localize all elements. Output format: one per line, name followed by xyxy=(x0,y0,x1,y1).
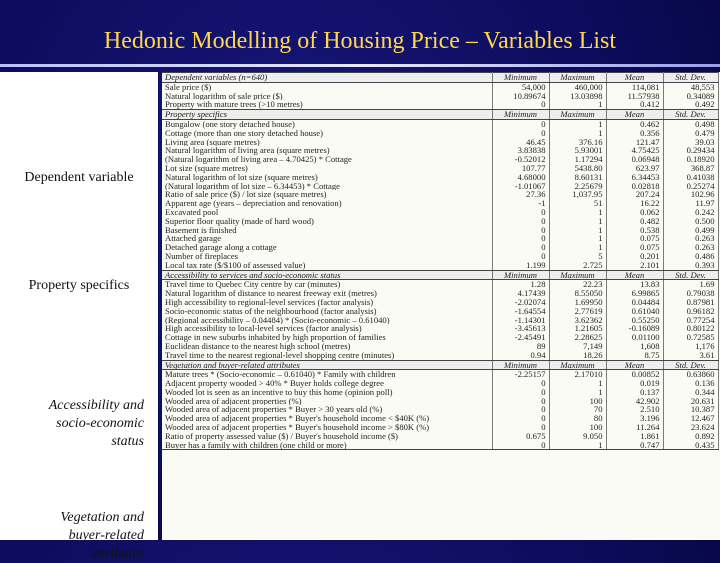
minimum-value: 89 xyxy=(492,342,549,351)
variable-name: Property with mature trees (>10 metres) xyxy=(162,100,492,109)
std-dev-value: 0.80122 xyxy=(663,324,718,333)
std-dev-value: 0.479 xyxy=(663,129,718,138)
mean-value: 0.02818 xyxy=(606,182,663,191)
std-dev-value: 11.97 xyxy=(663,199,718,208)
table-row xyxy=(162,173,718,182)
minimum-value: -1.64554 xyxy=(492,307,549,316)
maximum-value: 51 xyxy=(549,199,606,208)
maximum-value: 1 xyxy=(549,208,606,217)
variable-name: Attached garage xyxy=(162,234,492,243)
std-dev-value: 12.467 xyxy=(663,414,718,423)
section-header: Accessibility to services and socio-economic status xyxy=(162,270,492,280)
table-row xyxy=(162,261,718,270)
maximum-value: 1 xyxy=(549,441,606,450)
maximum-value: 5.93001 xyxy=(549,146,606,155)
maximum-value: 2.725 xyxy=(549,261,606,270)
minimum-value: 107.77 xyxy=(492,164,549,173)
label-dependent-variable: Dependent variable xyxy=(24,170,134,185)
maximum-value: 2.28625 xyxy=(549,333,606,342)
column-header: Mean xyxy=(606,73,663,83)
column-header: Std. Dev. xyxy=(663,73,718,83)
std-dev-value: 368.87 xyxy=(663,164,718,173)
maximum-value: 8.60131 xyxy=(549,173,606,182)
mean-value: 16.22 xyxy=(606,199,663,208)
variable-name: Cottage in new suburbs inhabited by high proportion of families xyxy=(162,333,492,342)
std-dev-value: 0.435 xyxy=(663,441,718,450)
std-dev-value: 0.136 xyxy=(663,379,718,388)
std-dev-value: 0.492 xyxy=(663,100,718,109)
mean-value: 0.201 xyxy=(606,252,663,261)
table-row xyxy=(162,405,718,414)
variable-name: Natural logarithm of living area (square metres) xyxy=(162,146,492,155)
column-header: Maximum xyxy=(549,73,606,83)
variable-name: Natural logarithm of distance to nearest freeway exit (metres) xyxy=(162,289,492,298)
table-row xyxy=(162,298,718,307)
mean-value: 0.61040 xyxy=(606,307,663,316)
minimum-value: 4.68000 xyxy=(492,173,549,182)
std-dev-value: 0.486 xyxy=(663,252,718,261)
variable-name: Wooded lot is seen as an incentive to buy this home (opinion poll) xyxy=(162,388,492,397)
label-vegetation: Vegetation and buyer-related attributes xyxy=(60,510,144,561)
slide-title: Hedonic Modelling of Housing Price – Variables List xyxy=(103,28,617,54)
minimum-value: -2.45491 xyxy=(492,333,549,342)
label-property-specifics: Property specifics xyxy=(28,278,130,293)
mean-value: 0.075 xyxy=(606,234,663,243)
mean-value: 11.57938 xyxy=(606,92,663,101)
minimum-value: 27.36 xyxy=(492,190,549,199)
column-header: Minimum xyxy=(492,73,549,83)
minimum-value: 0 xyxy=(492,119,549,128)
variable-name: Adjacent property wooded > 40% * Buyer holds college degree xyxy=(162,379,492,388)
mean-value: 11.264 xyxy=(606,423,663,432)
maximum-value: 2.17010 xyxy=(549,370,606,379)
maximum-value: 1 xyxy=(549,226,606,235)
minimum-value: 4.17439 xyxy=(492,289,549,298)
table-row xyxy=(162,342,718,351)
std-dev-value: 0.87981 xyxy=(663,298,718,307)
mean-value: 0.075 xyxy=(606,243,663,252)
column-header: Std. Dev. xyxy=(663,360,718,370)
std-dev-value: 0.498 xyxy=(663,119,718,128)
variable-name: Bungalow (one story detached house) xyxy=(162,119,492,128)
table-row xyxy=(162,146,718,155)
table-row xyxy=(162,414,718,423)
minimum-value: 54,000 xyxy=(492,82,549,91)
maximum-value: 1 xyxy=(549,243,606,252)
minimum-value: 0.675 xyxy=(492,432,549,441)
variable-name: Detached garage along a cottage xyxy=(162,243,492,252)
column-header: Mean xyxy=(606,110,663,120)
std-dev-value: 0.63860 xyxy=(663,370,718,379)
std-dev-value: 48,553 xyxy=(663,82,718,91)
minimum-value: 0 xyxy=(492,397,549,406)
maximum-value: 80 xyxy=(549,414,606,423)
maximum-value: 3.62362 xyxy=(549,316,606,325)
minimum-value: 3.83838 xyxy=(492,146,549,155)
column-header: Maximum xyxy=(549,360,606,370)
std-dev-value: 0.41038 xyxy=(663,173,718,182)
variable-name: Wooded area of adjacent properties * Buyer's household income < $40K (%) xyxy=(162,414,492,423)
mean-value: 0.04484 xyxy=(606,298,663,307)
minimum-value: 1.199 xyxy=(492,261,549,270)
variable-name: Mature trees * (Socio-economic – 0.61040) * Family with children xyxy=(162,370,492,379)
column-header: Minimum xyxy=(492,360,549,370)
category-labels-panel xyxy=(0,72,158,561)
mean-value: 0.482 xyxy=(606,217,663,226)
mean-value: 114,081 xyxy=(606,82,663,91)
minimum-value: 0.94 xyxy=(492,351,549,360)
variable-name: Wooded area of adjacent properties * Buyer's household income > $80K (%) xyxy=(162,423,492,432)
std-dev-value: 0.34089 xyxy=(663,92,718,101)
mean-value: 6.99865 xyxy=(606,289,663,298)
std-dev-value: 0.242 xyxy=(663,208,718,217)
column-header: Std. Dev. xyxy=(663,110,718,120)
column-header: Minimum xyxy=(492,270,549,280)
std-dev-value: 0.79038 xyxy=(663,289,718,298)
table-row xyxy=(162,423,718,432)
section-header-row xyxy=(162,110,718,120)
mean-value: 623.97 xyxy=(606,164,663,173)
maximum-value: 1 xyxy=(549,100,606,109)
minimum-value: -3.45613 xyxy=(492,324,549,333)
variable-name: Cottage (more than one story detached house) xyxy=(162,129,492,138)
table-row xyxy=(162,138,718,147)
std-dev-value: 102.96 xyxy=(663,190,718,199)
variables-table-panel xyxy=(162,72,720,540)
maximum-value: 7,149 xyxy=(549,342,606,351)
minimum-value: -1.01067 xyxy=(492,182,549,191)
column-header: Maximum xyxy=(549,270,606,280)
table-row xyxy=(162,333,718,342)
table-row xyxy=(162,289,718,298)
variable-name: Buyer has a family with children (one child or more) xyxy=(162,441,492,450)
minimum-value: 0 xyxy=(492,379,549,388)
variable-name: (Natural logarithm of living area – 4.70425) * Cottage xyxy=(162,155,492,164)
minimum-value: 0 xyxy=(492,252,549,261)
mean-value: -0.16089 xyxy=(606,324,663,333)
table-row xyxy=(162,252,718,261)
variable-name: Natural logarithm of lot size (square metres) xyxy=(162,173,492,182)
std-dev-value: 39.03 xyxy=(663,138,718,147)
minimum-value: -0.52012 xyxy=(492,155,549,164)
minimum-value: 0 xyxy=(492,243,549,252)
table-row xyxy=(162,243,718,252)
minimum-value: -1 xyxy=(492,199,549,208)
table-row xyxy=(162,82,718,91)
minimum-value: 1.28 xyxy=(492,280,549,289)
std-dev-value: 3.61 xyxy=(663,351,718,360)
maximum-value: 460,000 xyxy=(549,82,606,91)
minimum-value: -1.14301 xyxy=(492,316,549,325)
std-dev-value: 23.624 xyxy=(663,423,718,432)
std-dev-value: 0.72585 xyxy=(663,333,718,342)
minimum-value: 0 xyxy=(492,226,549,235)
mean-value: 0.55250 xyxy=(606,316,663,325)
maximum-value: 70 xyxy=(549,405,606,414)
maximum-value: 9.050 xyxy=(549,432,606,441)
table-row xyxy=(162,307,718,316)
mean-value: 0.747 xyxy=(606,441,663,450)
section-header: Vegetation and buyer-related attributes xyxy=(162,360,492,370)
minimum-value: -2.25157 xyxy=(492,370,549,379)
minimum-value: -2.02074 xyxy=(492,298,549,307)
mean-value: 0.462 xyxy=(606,119,663,128)
table-row xyxy=(162,199,718,208)
maximum-value: 13.03898 xyxy=(549,92,606,101)
mean-value: 121.47 xyxy=(606,138,663,147)
variable-name: Sale price ($) xyxy=(162,82,492,91)
table-row xyxy=(162,208,718,217)
column-header: Maximum xyxy=(549,110,606,120)
variable-name: High accessibility to regional-level services (factor analysis) xyxy=(162,298,492,307)
variable-name: Euclidean distance to the nearest high school (metres) xyxy=(162,342,492,351)
mean-value: 2.510 xyxy=(606,405,663,414)
variables-table xyxy=(162,72,719,450)
variable-name: Superior floor quality (made of hard wood) xyxy=(162,217,492,226)
std-dev-value: 0.344 xyxy=(663,388,718,397)
std-dev-value: 0.499 xyxy=(663,226,718,235)
mean-value: 42.902 xyxy=(606,397,663,406)
section-header: Property specifics xyxy=(162,110,492,120)
maximum-value: 5438.80 xyxy=(549,164,606,173)
mean-value: 1.861 xyxy=(606,432,663,441)
maximum-value: 1 xyxy=(549,129,606,138)
variable-name: Socio-economic status of the neighbourhood (factor analysis) xyxy=(162,307,492,316)
table-row xyxy=(162,119,718,128)
maximum-value: 1.69950 xyxy=(549,298,606,307)
column-header: Mean xyxy=(606,270,663,280)
minimum-value: 0 xyxy=(492,405,549,414)
variable-name: Travel time to the nearest regional-level shopping centre (minutes) xyxy=(162,351,492,360)
variable-name: Lot size (square metres) xyxy=(162,164,492,173)
minimum-value: 0 xyxy=(492,217,549,226)
variable-name: Wooded area of adjacent properties (%) xyxy=(162,397,492,406)
maximum-value: 18.26 xyxy=(549,351,606,360)
mean-value: 3.196 xyxy=(606,414,663,423)
variable-name: Basement is finished xyxy=(162,226,492,235)
mean-value: 6.34453 xyxy=(606,173,663,182)
std-dev-value: 0.29434 xyxy=(663,146,718,155)
maximum-value: 1.21605 xyxy=(549,324,606,333)
table-row xyxy=(162,234,718,243)
table-row xyxy=(162,370,718,379)
maximum-value: 1 xyxy=(549,234,606,243)
maximum-value: 1 xyxy=(549,388,606,397)
variable-name: Ratio of property assessed value ($) / Buyer's household income ($) xyxy=(162,432,492,441)
mean-value: 0.019 xyxy=(606,379,663,388)
variable-name: Living area (square metres) xyxy=(162,138,492,147)
table-row xyxy=(162,182,718,191)
std-dev-value: 0.263 xyxy=(663,234,718,243)
maximum-value: 376.16 xyxy=(549,138,606,147)
table-row xyxy=(162,388,718,397)
minimum-value: 0 xyxy=(492,423,549,432)
table-row xyxy=(162,92,718,101)
maximum-value: 1.17294 xyxy=(549,155,606,164)
mean-value: 1,608 xyxy=(606,342,663,351)
minimum-value: 0 xyxy=(492,234,549,243)
label-accessibility: Accessibility and socio-economic status xyxy=(48,398,144,449)
maximum-value: 22.23 xyxy=(549,280,606,289)
minimum-value: 0 xyxy=(492,129,549,138)
maximum-value: 100 xyxy=(549,397,606,406)
maximum-value: 2.77619 xyxy=(549,307,606,316)
mean-value: 13.83 xyxy=(606,280,663,289)
mean-value: 0.06948 xyxy=(606,155,663,164)
std-dev-value: 1,176 xyxy=(663,342,718,351)
table-row xyxy=(162,397,718,406)
maximum-value: 2.25679 xyxy=(549,182,606,191)
mean-value: 0.137 xyxy=(606,388,663,397)
table-row xyxy=(162,190,718,199)
variable-name: Natural logarithm of sale price ($) xyxy=(162,92,492,101)
table-row xyxy=(162,100,718,109)
variable-name: Local tax rate ($/$100 of assessed value) xyxy=(162,261,492,270)
title-divider xyxy=(0,64,720,67)
variable-name: (Regional accessibility – 0.04484) * (Socio-economic – 0.61040) xyxy=(162,316,492,325)
table-row xyxy=(162,324,718,333)
std-dev-value: 0.25274 xyxy=(663,182,718,191)
maximum-value: 5 xyxy=(549,252,606,261)
table-row xyxy=(162,351,718,360)
mean-value: 0.356 xyxy=(606,129,663,138)
minimum-value: 0 xyxy=(492,208,549,217)
maximum-value: 100 xyxy=(549,423,606,432)
table-row xyxy=(162,226,718,235)
variable-name: Wooded area of adjacent properties * Buyer > 30 years old (%) xyxy=(162,405,492,414)
minimum-value: 0 xyxy=(492,441,549,450)
std-dev-value: 0.18920 xyxy=(663,155,718,164)
table-row xyxy=(162,379,718,388)
variable-name: High accessibility to local-level services (factor analysis) xyxy=(162,324,492,333)
mean-value: 4.75425 xyxy=(606,146,663,155)
table-row xyxy=(162,432,718,441)
column-header: Mean xyxy=(606,360,663,370)
section-header-row xyxy=(162,270,718,280)
std-dev-value: 0.892 xyxy=(663,432,718,441)
table-row xyxy=(162,316,718,325)
std-dev-value: 0.77254 xyxy=(663,316,718,325)
std-dev-value: 0.393 xyxy=(663,261,718,270)
maximum-value: 1 xyxy=(549,379,606,388)
std-dev-value: 10.387 xyxy=(663,405,718,414)
mean-value: 0.01100 xyxy=(606,333,663,342)
section-header-row xyxy=(162,360,718,370)
mean-value: 0.062 xyxy=(606,208,663,217)
mean-value: 0.412 xyxy=(606,100,663,109)
std-dev-value: 1.69 xyxy=(663,280,718,289)
variable-name: Ratio of sale price ($) / lot size (square metres) xyxy=(162,190,492,199)
table-row xyxy=(162,164,718,173)
minimum-value: 10.89674 xyxy=(492,92,549,101)
mean-value: 0.00852 xyxy=(606,370,663,379)
std-dev-value: 0.263 xyxy=(663,243,718,252)
minimum-value: 0 xyxy=(492,414,549,423)
section-header: Dependent variables (n=640) xyxy=(162,73,492,83)
mean-value: 0.538 xyxy=(606,226,663,235)
minimum-value: 0 xyxy=(492,100,549,109)
table-row xyxy=(162,217,718,226)
mean-value: 2.101 xyxy=(606,261,663,270)
maximum-value: 8.55050 xyxy=(549,289,606,298)
mean-value: 8.75 xyxy=(606,351,663,360)
maximum-value: 1,037.95 xyxy=(549,190,606,199)
minimum-value: 46.45 xyxy=(492,138,549,147)
variable-name: (Natural logarithm of lot size – 6.34453) * Cottage xyxy=(162,182,492,191)
std-dev-value: 20.631 xyxy=(663,397,718,406)
std-dev-value: 0.500 xyxy=(663,217,718,226)
table-row xyxy=(162,280,718,289)
maximum-value: 1 xyxy=(549,217,606,226)
variable-name: Travel time to Quebec City centre by car (minutes) xyxy=(162,280,492,289)
table-row xyxy=(162,155,718,164)
table-row xyxy=(162,129,718,138)
variable-name: Number of fireplaces xyxy=(162,252,492,261)
mean-value: 207.24 xyxy=(606,190,663,199)
variable-name: Apparent age (years – depreciation and renovation) xyxy=(162,199,492,208)
std-dev-value: 0.96182 xyxy=(663,307,718,316)
table-row xyxy=(162,441,718,450)
maximum-value: 1 xyxy=(549,119,606,128)
column-header: Minimum xyxy=(492,110,549,120)
minimum-value: 0 xyxy=(492,388,549,397)
section-header-row xyxy=(162,73,718,83)
variable-name: Excavated pool xyxy=(162,208,492,217)
column-header: Std. Dev. xyxy=(663,270,718,280)
